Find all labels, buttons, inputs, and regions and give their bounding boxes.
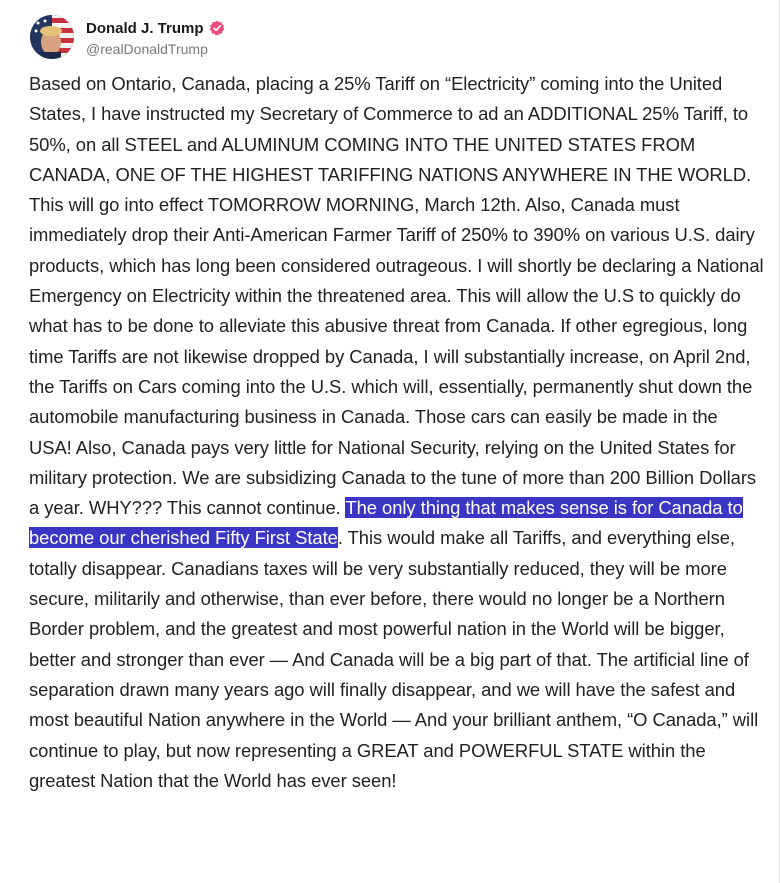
post-text-after-highlight: . This would make all Tariffs, and everything else, totally disappear. Canadians taxes will be very substantially reduced, they will be more secure, militarily and otherwise, than ever before, there would no longer be a Northern Border problem, and the greatest and most powerful nation in the World will be bigger, better and stronger than ever — And Canada will be a big part of that. The artificial line of separation drawn many years ago will finally disappear, and we will have the safest and most beautiful Nation anywhere in the World — And your brilliant anthem, “O Canada,” will continue to play, but now representing a GREAT and POWERFUL STATE within the greatest Nation that the World has ever seen! bbox=[29, 527, 759, 791]
post-text-before-highlight: Based on Ontario, Canada, placing a 25% Tariff on “Electricity” coming into the United States, I have instructed my Secretary of Commerce to ad an ADDITIONAL 25% Tariff, to 50%, on all STEEL and ALUMINUM COMING INTO THE UNITED STATES FROM CANADA, ONE OF THE HIGHEST TARIFFING NATIONS ANYWHERE IN THE WORLD. This will go into effect TOMORROW MORNING, March 12th. Also, Canada must immediately drop their Anti-American Farmer Tariff of 250% to 390% on various U.S. dairy products, which has long been considered outrageous. I will shortly be declaring a National Emergency on Electricity within the threatened area. This will allow the U.S to quickly do what has to be done to alleviate this abusive threat from Canada. If other egregious, long time Tariffs are not likewise dropped by Canada, I will substantially increase, on April 2nd, the Tariffs on Cars coming into the U.S. which will, essentially, permanently shut down the automobile manufacturing business in Canada. Those cars can easily be made in the USA! Also, Canada pays very little for National Security, relying on the United States for military protection. We are subsidizing Canada to the tune of more than 200 Billion Dollars a year. WHY??? This cannot continue. bbox=[29, 73, 764, 519]
author-display-name[interactable]: Donald J. Trump bbox=[86, 19, 204, 37]
avatar[interactable] bbox=[30, 15, 74, 59]
post-highlighted-text: The only thing that makes sense is for Canada to become our cherished Fifty First State bbox=[29, 497, 743, 549]
verified-badge-icon bbox=[209, 20, 225, 36]
profile-photo-flag-icon bbox=[30, 15, 74, 59]
author-handle[interactable]: @realDonaldTrump bbox=[86, 41, 208, 57]
post-header bbox=[30, 12, 225, 62]
name-row bbox=[86, 17, 225, 39]
author-names bbox=[86, 17, 225, 57]
post-body-text bbox=[29, 69, 764, 796]
